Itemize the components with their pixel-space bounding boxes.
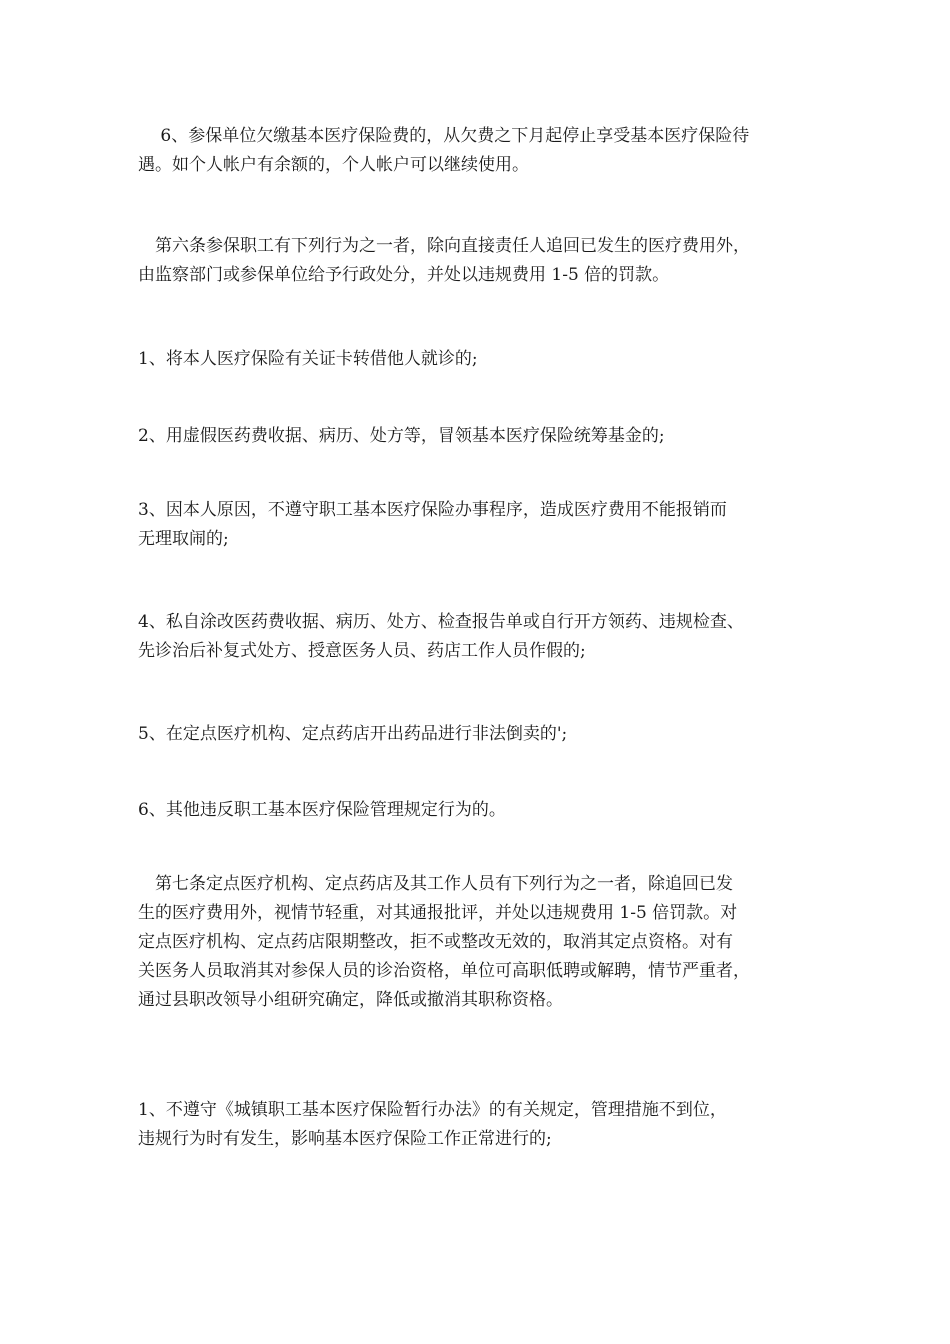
text-line: 生的医疗费用外，视情节轻重，对其通报批评，并处以违规费用 1-5 倍罚款。对	[138, 903, 738, 923]
text-line: 定点医疗机构、定点药店限期整改，拒不或整改无效的，取消其定点资格。对有	[138, 932, 733, 952]
text-line: 1、将本人医疗保险有关证卡转借他人就诊的;	[138, 349, 478, 369]
paragraph-article-7	[138, 870, 838, 1015]
text-line: 5、在定点医疗机构、定点药店开出药品进行非法倒卖的';	[138, 724, 568, 744]
paragraph-article-6	[138, 232, 838, 290]
text-line: 先诊治后补复式处方、授意医务人员、药店工作人员作假的;	[138, 641, 586, 661]
text-line: 关医务人员取消其对参保人员的诊治资格，单位可高职低聘或解聘，情节严重者，	[138, 961, 750, 981]
text-line: 通过县职改领导小组研究确定，降低或撤消其职称资格。	[138, 990, 563, 1010]
paragraph-arrears-item-6	[138, 122, 838, 180]
paragraph-article-6-item-1	[138, 345, 838, 374]
text-line: 6、参保单位欠缴基本医疗保险费的，从欠费之下月起停止享受基本医疗保险待	[138, 126, 750, 146]
text-line: 遇。如个人帐户有余额的，个人帐户可以继续使用。	[138, 155, 529, 175]
paragraph-article-6-item-2	[138, 422, 838, 451]
text-line: 6、其他违反职工基本医疗保险管理规定行为的。	[138, 800, 506, 820]
text-line: 违规行为时有发生，影响基本医疗保险工作正常进行的;	[138, 1129, 552, 1149]
text-line: 无理取闹的;	[138, 529, 229, 549]
text-line: 由监察部门或参保单位给予行政处分，并处以违规费用 1-5 倍的罚款。	[138, 265, 670, 285]
text-line: 第六条参保职工有下列行为之一者，除向直接责任人追回已发生的医疗费用外，	[138, 236, 750, 256]
paragraph-article-6-item-6	[138, 796, 838, 825]
paragraph-article-6-item-3	[138, 496, 838, 554]
text-line: 第七条定点医疗机构、定点药店及其工作人员有下列行为之一者，除追回已发	[138, 874, 733, 894]
paragraph-article-7-item-1	[138, 1096, 838, 1154]
text-line: 2、用虚假医药费收据、病历、处方等，冒领基本医疗保险统筹基金的;	[138, 426, 665, 446]
text-line: 1、不遵守《城镇职工基本医疗保险暂行办法》的有关规定，管理措施不到位，	[138, 1100, 727, 1120]
text-line: 4、私自涂改医药费收据、病历、处方、检查报告单或自行开方领药、违规检查、	[138, 612, 744, 632]
paragraph-article-6-item-5	[138, 720, 838, 749]
text-line: 3、因本人原因，不遵守职工基本医疗保险办事程序，造成医疗费用不能报销而	[138, 500, 727, 520]
paragraph-article-6-item-4	[138, 608, 838, 666]
